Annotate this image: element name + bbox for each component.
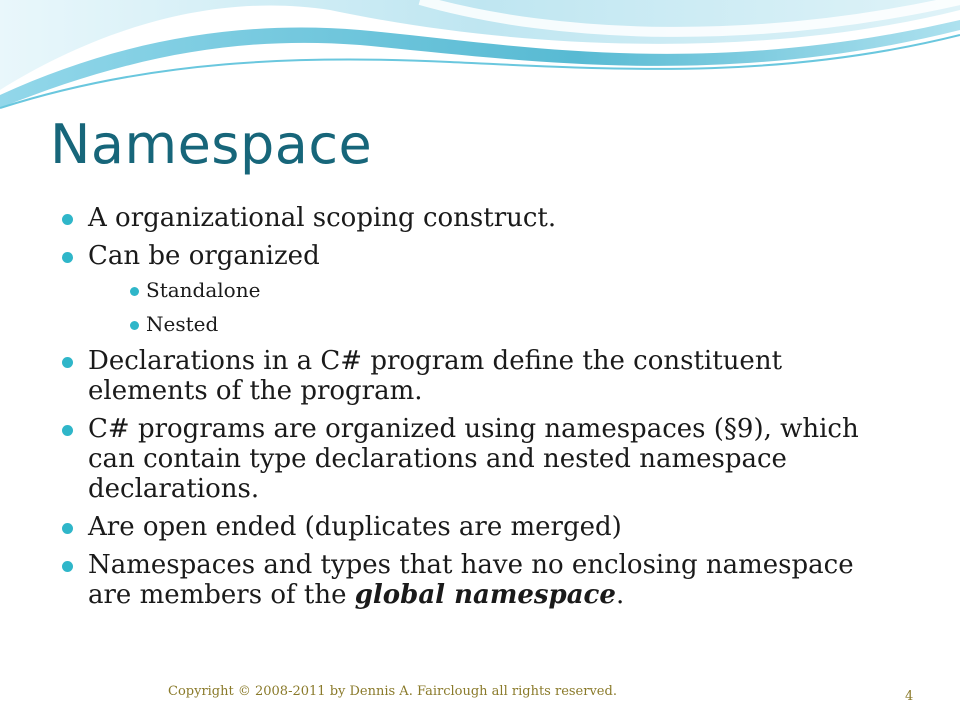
bullet-dot-icon [62, 252, 73, 263]
sub-bullet-dot-icon [130, 287, 139, 296]
bullet-item [62, 550, 902, 610]
bullet-item [62, 512, 902, 542]
copyright-footer: Copyright © 2008-2011 by Dennis A. Fairclough all rights reserved. [168, 684, 617, 699]
sub-bullet-text: Standalone [146, 278, 261, 302]
sub-bullet-item [100, 311, 902, 338]
bullet-text: Are open ended (duplicates are merged) [88, 512, 622, 542]
bullet-text-prefix: Namespaces and types that have no enclosing namespace are members of the [88, 550, 854, 610]
bullet-text: Can be organized [88, 241, 320, 271]
bullet-dot-icon [62, 523, 73, 534]
bullet-item [62, 414, 902, 504]
bullet-dot-icon [62, 357, 73, 368]
sub-bullet-text: Nested [146, 312, 219, 336]
bullet-item [62, 203, 902, 233]
bullet-item [62, 241, 902, 338]
slide-title: Namespace [50, 113, 373, 176]
sub-bullet-dot-icon [130, 321, 139, 330]
bullet-text: Declarations in a C# program define the constituent elements of the program. [88, 346, 783, 406]
sub-bullet-item [100, 277, 902, 304]
bullet-dot-icon [62, 214, 73, 225]
bullet-dot-icon [62, 561, 73, 572]
sub-bullet-list [88, 277, 902, 338]
emphasized-term: global namespace [354, 580, 616, 610]
bullet-text: A organizational scoping construct. [88, 203, 557, 233]
page-number: 4 [905, 689, 914, 704]
header-wave-decoration [0, 0, 960, 120]
bullet-item [62, 346, 902, 406]
bullet-text: C# programs are organized using namespaces (§9), which can contain type declarations and nested namespace declarations. [88, 414, 859, 504]
bullet-text-suffix: . [615, 580, 625, 610]
bullet-dot-icon [62, 425, 73, 436]
bullet-list [62, 203, 902, 610]
slide-body [62, 203, 902, 618]
